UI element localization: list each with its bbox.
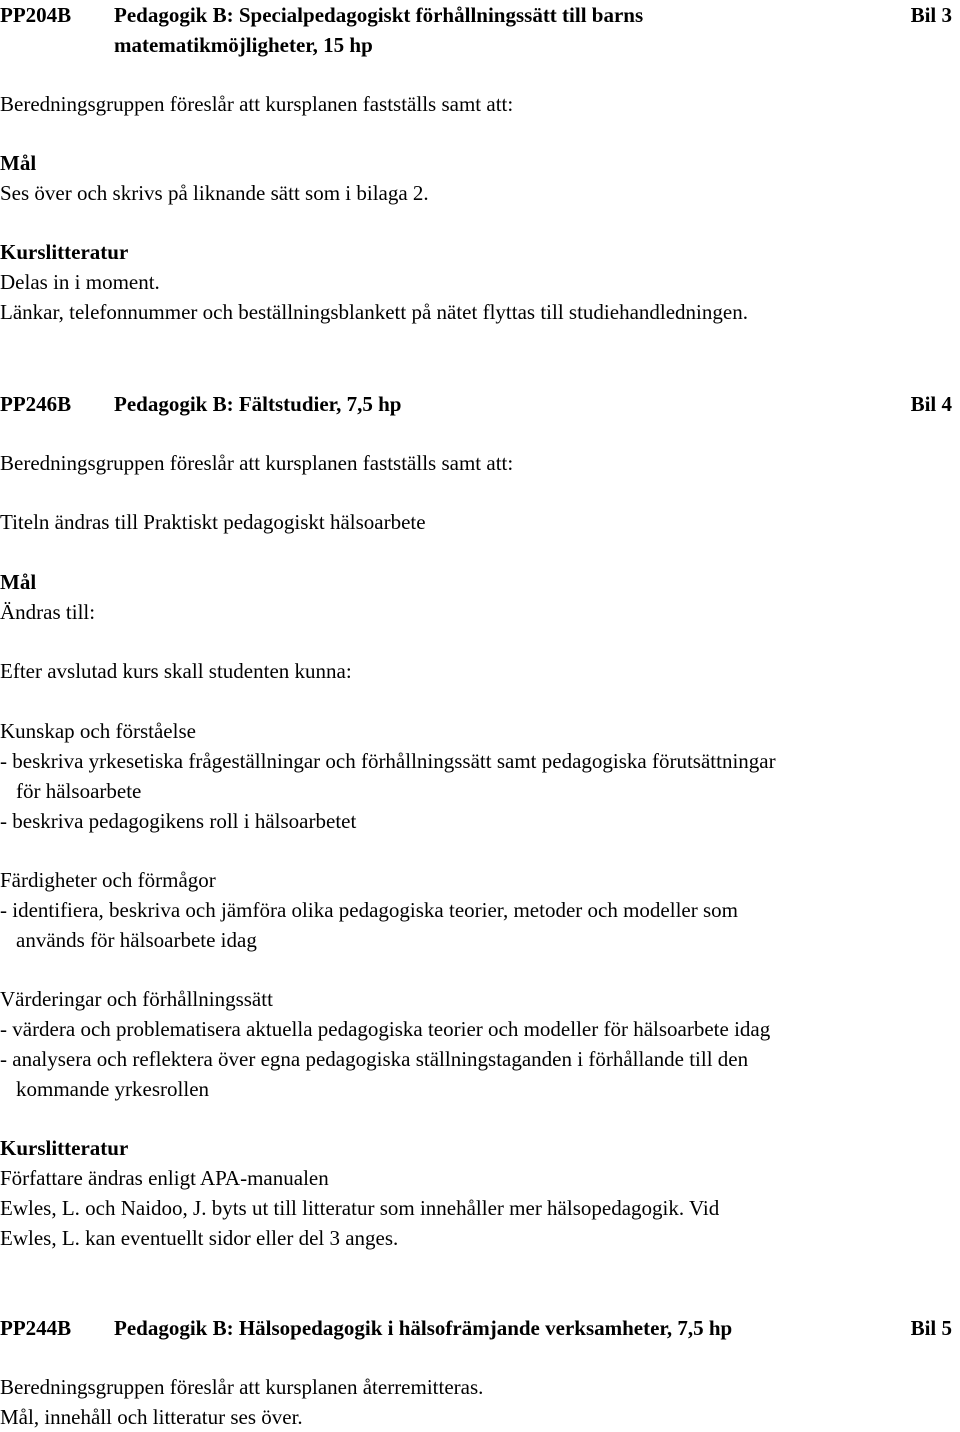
kurslitteratur-line: Ewles, L. kan eventuellt sidor eller del 3 anges. — [0, 1226, 399, 1250]
bilaga-label: Bil 5 — [910, 1316, 952, 1340]
bilaga-label: Bil 3 — [910, 3, 952, 27]
mal-text: Ses över och skrivs på liknande sätt som i bilaga 2. — [0, 181, 429, 205]
kunskap-heading: Kunskap och förståelse — [0, 719, 196, 743]
course-title: Pedagogik B: Fältstudier, 7,5 hp — [114, 392, 402, 416]
varderingar-heading: Värderingar och förhållningssätt — [0, 987, 273, 1011]
kurslitteratur-line: Ewles, L. och Naidoo, J. byts ut till litteratur som innehåller mer hälsopedagogik. Vid — [0, 1196, 720, 1220]
list-item-continuation: för hälsoarbete — [16, 779, 142, 803]
list-item: - beskriva pedagogikens roll i hälsoarbetet — [0, 809, 357, 833]
course-title: Pedagogik B: Hälsopedagogik i hälsofrämjande verksamheter, 7,5 hp — [114, 1316, 733, 1340]
list-item: - värdera och problematisera aktuella pedagogiska teorier och modeller för hälsoarbete idag — [0, 1017, 771, 1041]
list-item-continuation: används för hälsoarbete idag — [16, 928, 257, 952]
kurslitteratur-line: Länkar, telefonnummer och beställningsblankett på nätet flyttas till studiehandledningen. — [0, 300, 748, 324]
andras-till-text: Ändras till: — [0, 600, 96, 624]
course-title-line2: matematikmöjligheter, 15 hp — [114, 33, 373, 57]
bilaga-label: Bil 4 — [910, 392, 952, 416]
list-item: - identifiera, beskriva och jämföra olika pedagogiska teorier, metoder och modeller som — [0, 898, 738, 922]
list-item: - beskriva yrkesetiska frågeställningar och förhållningssätt samt pedagogiska förutsättningar — [0, 749, 776, 773]
intro-text: Beredningsgruppen föreslår att kursplanen fastställs samt att: — [0, 92, 514, 116]
kurslitteratur-heading: Kurslitteratur — [0, 240, 129, 264]
course-code: PP204B — [0, 3, 72, 27]
intro-text: Beredningsgruppen föreslår att kursplanen fastställs samt att: — [0, 451, 514, 475]
list-item: - analysera och reflektera över egna pedagogiska ställningstaganden i förhållande till den — [0, 1047, 749, 1071]
course-code: PP246B — [0, 392, 72, 416]
kurslitteratur-heading: Kurslitteratur — [0, 1136, 129, 1160]
mal-heading: Mål — [0, 570, 37, 594]
titel-change-text: Titeln ändras till Praktiskt pedagogiskt hälsoarbete — [0, 510, 426, 534]
mal-heading: Mål — [0, 151, 37, 175]
kurslitteratur-line: Delas in i moment. — [0, 270, 160, 294]
course-code: PP244B — [0, 1316, 72, 1340]
note-text: Mål, innehåll och litteratur ses över. — [0, 1405, 303, 1429]
fardigheter-heading: Färdigheter och förmågor — [0, 868, 216, 892]
list-item-continuation: kommande yrkesrollen — [16, 1077, 210, 1101]
kurslitteratur-line: Författare ändras enligt APA-manualen — [0, 1166, 329, 1190]
efter-text: Efter avslutad kurs skall studenten kunna: — [0, 659, 352, 683]
intro-text: Beredningsgruppen föreslår att kursplanen återremitteras. — [0, 1375, 484, 1399]
course-title-line1: Pedagogik B: Specialpedagogiskt förhållningssätt till barns — [114, 3, 644, 27]
